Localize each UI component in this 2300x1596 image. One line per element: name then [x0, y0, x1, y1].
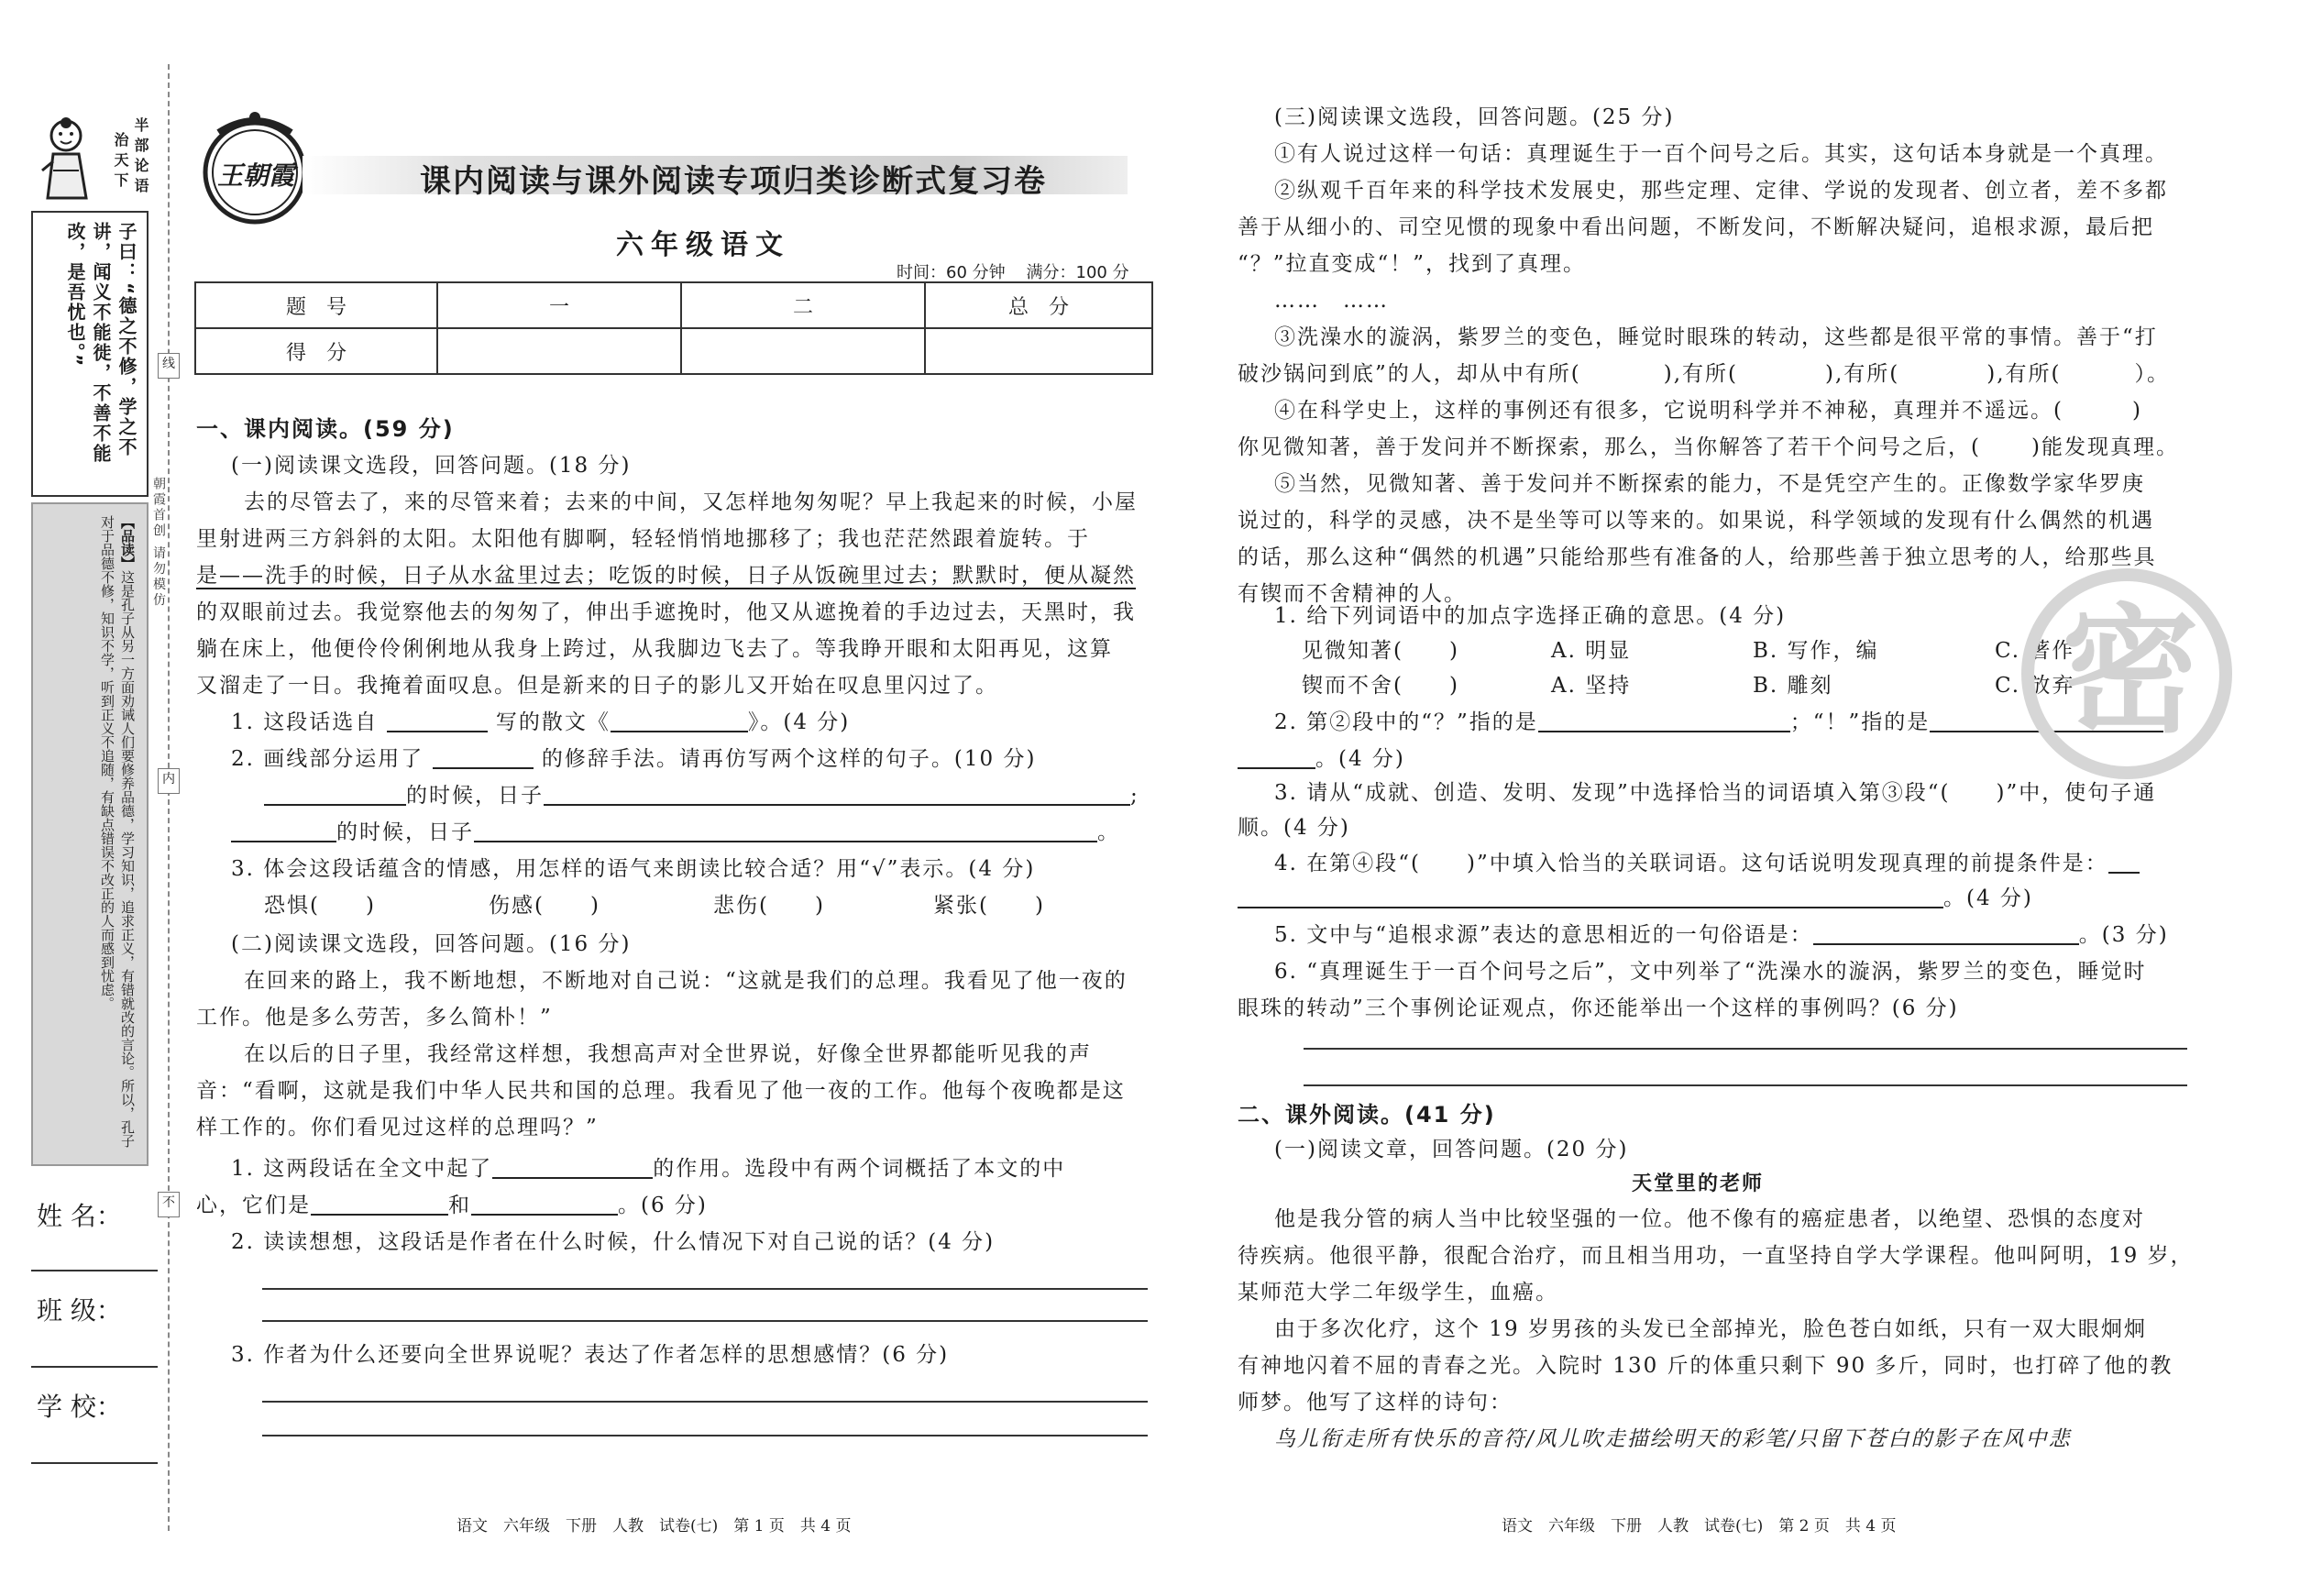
score-table	[194, 281, 1153, 375]
story-line: 由于多次化疗，这个 19 岁男孩的头发已全部掉光，脸色苍白如纸，只有一双大眼炯炯	[1274, 1317, 2147, 1341]
p3q6-answer-line-2[interactable]	[1304, 1084, 2187, 1086]
q2-line2-text: 的时候，日子	[336, 820, 474, 844]
confidential-stamp-icon	[2021, 568, 2232, 779]
q1-text-c: 》。(4 分)	[747, 710, 851, 734]
story-line: 师梦。他写了这样的诗句：	[1238, 1391, 1513, 1414]
name-field-line[interactable]	[31, 1270, 158, 1271]
p3q2-text-b: ；“！”指的是	[1789, 710, 1931, 734]
p3q1-option-c2[interactable]: C. 放弃	[1995, 674, 2075, 698]
q3-option-sentimental[interactable]: 伤感( )	[489, 894, 600, 918]
passage1	[196, 484, 1138, 704]
passage3-line: “？”拉直变成“！”，找到了真理。	[1238, 252, 1587, 276]
passage2-line: 工作。他是多么劳苦，多么简朴！”	[196, 1006, 553, 1029]
binding-mark-1: 线	[158, 353, 180, 379]
motto-word-2: 治天下	[112, 132, 129, 193]
page2-footer: 语文 六年级 下册 人教 试卷(七) 第 2 页 共 4 页	[1502, 1517, 1897, 1535]
story-line: 有神地闪着不屈的青春之光。入院时 130 斤的体重只剩下 90 多斤，同时，也打碎了他的教	[1238, 1354, 2173, 1378]
p3q1-option-b2[interactable]: B. 雕刻	[1753, 674, 1833, 698]
score-header-total: 总 分	[925, 282, 1152, 328]
para5-line: 有锲而不舍精神的人。	[1238, 582, 1467, 606]
name-field-label: 姓 名：	[37, 1201, 122, 1231]
para3-text-d: ),有所(	[1986, 362, 2062, 386]
q2-blank-b[interactable]	[544, 780, 1130, 806]
q2-rhetoric-blank[interactable]	[433, 743, 534, 769]
p3q6-line: 眼珠的转动”三个事例论证观点，你还能举出一个这样的事例吗？(6 分)	[1238, 996, 1959, 1020]
p3q6-answer-line-1[interactable]	[1304, 1048, 2187, 1050]
class-field-line[interactable]	[31, 1366, 158, 1368]
q2-imitate-line-2	[231, 814, 1120, 851]
q3-option-sad[interactable]: 悲伤( )	[713, 894, 825, 918]
score-cell-2[interactable]	[681, 328, 925, 374]
score-header-section2: 二	[681, 282, 925, 328]
q1-text-a: 1. 这段话选自	[231, 710, 379, 734]
p3-question-4	[1274, 845, 2140, 882]
school-field-line[interactable]	[31, 1462, 158, 1464]
para3-text-e: ）。	[2134, 362, 2171, 386]
quote-box	[31, 211, 149, 497]
p3-question-3: 3. 请从“成就、创造、发明、发现”中选择恰当的词语填入第③段“( )”中，使句子通	[1274, 781, 2157, 805]
q2-line1-text: 的时候，日子	[406, 784, 544, 808]
stamp-text: 密	[2061, 592, 2199, 752]
para4b-text-a: 你见微知著，善于发问并不断探索，那么，当你解答了若干个问号之后，(	[1238, 435, 1981, 459]
class-field-label: 班 级：	[37, 1295, 122, 1326]
para4-text-b: )	[2131, 399, 2142, 423]
left-strip	[29, 108, 150, 1162]
passage1-line: 躺在床上，他便伶伶俐俐地从我身上跨过，从我脚边飞去了。等我睁开眼和太阳再见，这算	[196, 637, 1113, 661]
part1-title: (一)阅读课文选段，回答问题。(18 分)	[231, 454, 632, 478]
part4-title: (一)阅读文章，回答问题。(20 分)	[1274, 1138, 1629, 1161]
story-poem-line: 鸟儿衔走所有快乐的音符/风儿吹走描绘明天的彩笔/只留下苍白的影子在风中悲	[1274, 1427, 2072, 1451]
q2-blank-d[interactable]	[474, 817, 1097, 842]
comment-label: 【品读】	[119, 515, 136, 570]
q2-blank-a[interactable]	[264, 780, 406, 806]
p3q5-end: 。(3 分)	[2078, 923, 2169, 947]
q1-text-b: 写的散文《	[495, 710, 611, 734]
binding-line	[168, 64, 170, 1531]
confucius-cartoon-icon	[35, 116, 99, 204]
p1-question-1	[231, 704, 850, 741]
p3-question-4b	[1238, 880, 2033, 917]
p2q2-answer-line-1[interactable]	[262, 1288, 1148, 1290]
p3q5-text: 5. 文中与“追根求源”表达的意思相近的一句俗语是：	[1274, 923, 1813, 947]
passage3-line: ②纵观千百年来的科学技术发展史，那些定理、定律、学说的发现者、创立者，差不多都	[1274, 179, 2168, 203]
p3q2-text-c: 。(4 分)	[1315, 747, 1405, 771]
q2-line2-end: 。	[1097, 820, 1120, 844]
p3q1-word-1[interactable]: 见微知著( )	[1302, 639, 1459, 663]
passage2-line: 音：“看啊，这就是我们中华人民共和国的总理。我看见了他一夜的工作。他每个夜晚都是这	[196, 1079, 1126, 1103]
p3-question-2b	[1238, 741, 1405, 777]
passage1-line: 去的尽管去了，来的尽管来着；去来的中间，又怎样地匆匆呢？早上我起来的时候，小屋	[244, 490, 1138, 514]
p3-question-6	[1238, 953, 2147, 1027]
p3q5-blank[interactable]	[1813, 919, 2079, 945]
p3q1-word-2[interactable]: 锲而不舍( )	[1302, 674, 1459, 698]
p3-question-5	[1274, 917, 2169, 953]
logo-badge	[194, 108, 315, 229]
p2q1-blank-word2[interactable]	[471, 1190, 618, 1216]
p2-question-2: 2. 读读想想，这段话是作者在什么时候，什么情况下对自己说的话？(4 分)	[231, 1230, 996, 1254]
para4-text-a: ④在科学史上，这样的事例还有很多，它说明科学并不神秘，真理并不遥远。(	[1274, 399, 2063, 423]
para3-text-a: 破沙锅问到底”的人，却从中有所(	[1238, 362, 1581, 386]
p2q1b-text-b: 和	[448, 1194, 471, 1217]
binding-mark-2: 内	[158, 768, 180, 794]
p1-question-2	[231, 741, 1036, 777]
score-cell-total[interactable]	[925, 328, 1152, 374]
q1-title-blank[interactable]	[611, 707, 748, 732]
p3-question-1: 1. 给下列词语中的加点字选择正确的意思。(4 分)	[1274, 604, 1787, 628]
p3q2-text-a: 2. 第②段中的“？”指的是	[1274, 710, 1538, 734]
passage3-para3: ③洗澡水的漩涡，紫罗兰的变色，睡觉时眼珠的转动，这些都是很平常的事情。善于“打	[1274, 325, 2158, 349]
page1-footer: 语文 六年级 下册 人教 试卷(七) 第 1 页 共 4 页	[457, 1517, 852, 1535]
passage1-line: 又溜走了一日。我掩着面叹息。但是新来的日子的影儿又开始在叹息里闪过了。	[196, 674, 998, 698]
para3-text-b: ),有所(	[1663, 362, 1738, 386]
p2q3-answer-line-2[interactable]	[262, 1435, 1148, 1436]
p3q1-option-b1[interactable]: B. 写作，编	[1753, 639, 1879, 663]
quote-text: 子曰：“德之不修，学之不讲，闻义不能徙，不善不能改，是吾忧也。”	[64, 222, 138, 464]
passage3-para4	[1274, 392, 2142, 429]
score-header-item: 题 号	[195, 282, 437, 328]
p3q4-blank-2[interactable]	[1238, 883, 1943, 908]
passage3-line: …… ……	[1274, 289, 1389, 313]
q3-option-nervous[interactable]: 紧张( )	[933, 894, 1045, 918]
passage3-para4b	[1238, 429, 2179, 466]
binding-mark-3: 不	[158, 1192, 180, 1217]
subject-title: 六年级语文	[616, 229, 790, 261]
comment-text	[97, 515, 138, 1148]
q2-imitate-line-1	[264, 777, 1139, 814]
passage2-line: 在以后的日子里，我经常这样想，我想高声对全世界说，好像全世界都能听见我的声	[244, 1042, 1092, 1066]
q2-blank-c[interactable]	[231, 817, 336, 842]
passage3-line: 善于从细小的、司空见惯的现象中看出问题，不断发问，不断解决疑问，追根求源，最后把	[1238, 215, 2154, 239]
passage2	[196, 963, 1128, 1146]
p3q2-blank-1[interactable]	[1538, 707, 1790, 732]
time-info: 时间：60 分钟 满分：100 分	[897, 263, 1129, 282]
para4b-text-b: )能发现真理。	[2030, 435, 2179, 459]
p3q6-line: 6. “真理诞生于一百个问号之后”，文中列举了“洗澡水的漩涡，紫罗兰的变色，睡觉时	[1274, 960, 2147, 984]
p2q1-text-b: 的作用。选段中有两个词概括了本文的中	[653, 1157, 1066, 1181]
score-label: 得 分	[195, 328, 437, 374]
story-text	[1238, 1201, 2194, 1458]
score-header-section1: 一	[437, 282, 681, 328]
q1-author-blank[interactable]	[387, 707, 488, 732]
passage3-line: ①有人说过这样一句话：真理诞生于一百个问号之后。其实，这句话本身就是一个真理。	[1274, 142, 2168, 166]
p2q1-text-a: 1. 这两段话在全文中起了	[231, 1157, 493, 1181]
p3q1-option-c1[interactable]: C. 著作	[1995, 639, 2075, 663]
section1-title: 一、课内阅读。(59 分)	[196, 416, 455, 442]
p2q1-blank-function[interactable]	[492, 1153, 653, 1179]
binding-note: 朝霞首创 请勿模仿	[151, 477, 166, 609]
p3q1-option-a1[interactable]: A. 明显	[1551, 639, 1632, 663]
p2-question-3: 3. 作者为什么还要向全世界说呢？表达了作者怎样的思想感情？(6 分)	[231, 1343, 950, 1367]
passage3-para3-blanks	[1238, 356, 2170, 392]
p3q2-blank-3[interactable]	[1238, 743, 1315, 769]
p2-question-1	[231, 1150, 1065, 1187]
logo-text: 王朝霞	[216, 160, 294, 191]
q2-text-b: 的修辞手法。请再仿写两个这样的句子。(10 分)	[541, 747, 1037, 771]
passage3	[1238, 136, 2168, 319]
p3q4-text: 4. 在第④段“( )”中填入恰当的关联词语。这句话说明发现真理的前提条件是：	[1274, 852, 2108, 875]
part2-title: (二)阅读课文选段，回答问题。(16 分)	[231, 932, 632, 956]
p2q1-blank-word1[interactable]	[311, 1190, 448, 1216]
para5-line: 的话，那么这种“偶然的机遇”只能给那些有准备的人，给那些善于独立思考的人，给那些具	[1238, 545, 2157, 569]
passage3-para5	[1238, 466, 2157, 612]
motto-word-1: 半部论语	[132, 117, 149, 198]
section2-title: 二、课外阅读。(41 分)	[1238, 1102, 1496, 1128]
story-line: 待疾病。他很平静，很配合治疗，而且相当用功，一直坚持自学大学课程。他叫阿明，19 岁，	[1238, 1244, 2194, 1268]
story-line: 某师范大学二年级学生，血癌。	[1238, 1281, 1558, 1304]
part3-title: (三)阅读课文选段，回答问题。(25 分)	[1274, 105, 1675, 129]
passage1-line: 是——洗手的时候，日子从水盆里过去；吃饭的时候，日子从饭碗里过去；默默时，便从凝然	[196, 564, 1136, 588]
story-title: 天堂里的老师	[1632, 1172, 1765, 1195]
p3q4-blank-1[interactable]	[2108, 848, 2140, 874]
exam-title: 课内阅读与课外阅读专项归类诊断式复习卷	[420, 163, 1047, 200]
p2-question-1b	[196, 1187, 708, 1224]
p2q1b-text-a: 心，它们是	[196, 1194, 311, 1217]
passage1-line: 里射进两三方斜斜的太阳。太阳他有脚啊，轻轻悄悄地挪移了；我也茫茫然跟着旋转。于	[196, 527, 1090, 551]
p3q4-end: 。(4 分)	[1943, 886, 2033, 910]
para3-text-c: ),有所(	[1825, 362, 1900, 386]
story-line: 他是我分管的病人当中比较坚强的一位。他不像有的癌症患者，以绝望、恐惧的态度对	[1274, 1207, 2145, 1231]
para5-line: 说过的，科学的灵感，决不是坐等可以等来的。如果说，科学领域的发现有什么偶然的机遇	[1238, 509, 2154, 533]
q2-text-a: 2. 画线部分运用了	[231, 747, 424, 771]
q2-line1-end: ;	[1130, 784, 1139, 808]
p2q3-answer-line-1[interactable]	[262, 1401, 1148, 1403]
p2q1b-text-c: 。(6 分)	[618, 1194, 708, 1217]
passage2-line: 在回来的路上，我不断地想，不断地对自己说：“这就是我们的总理。我看见了他一夜的	[244, 969, 1128, 993]
comment-body: 这是孔子从另一方面劝诫人们要修养品德，学习知识，追求正义，有错就改的言论。所以，孔子对于品德不修，知识不学，听到正义不追随，有缺点错误不改正的人而感到忧虑。	[99, 515, 136, 1148]
comment-box	[31, 502, 149, 1166]
p3-question-3b: 顺。(4 分)	[1238, 816, 1350, 840]
passage2-line: 样工作的。你们看见过这样的总理吗？”	[196, 1116, 599, 1139]
q3-option-fear[interactable]: 恐惧( )	[264, 894, 376, 918]
p3q1-option-a2[interactable]: A. 坚持	[1551, 674, 1632, 698]
score-cell-1[interactable]	[437, 328, 681, 374]
school-field-label: 学 校：	[37, 1392, 122, 1422]
passage1-line: 的双眼前过去。我觉察他去的匆匆了，伸出手遮挽时，他又从遮挽着的手边过去，天黑时，我	[196, 600, 1136, 624]
para5-line: ⑤当然，见微知著、善于发问并不断探索的能力，不是凭空产生的。正像数学家华罗庚	[1274, 472, 2145, 496]
p1-question-3: 3. 体会这段话蕴含的情感，用怎样的语气来朗读比较合适？用“√”表示。(4 分)	[231, 857, 1036, 881]
p2q2-answer-line-2[interactable]	[262, 1320, 1148, 1322]
